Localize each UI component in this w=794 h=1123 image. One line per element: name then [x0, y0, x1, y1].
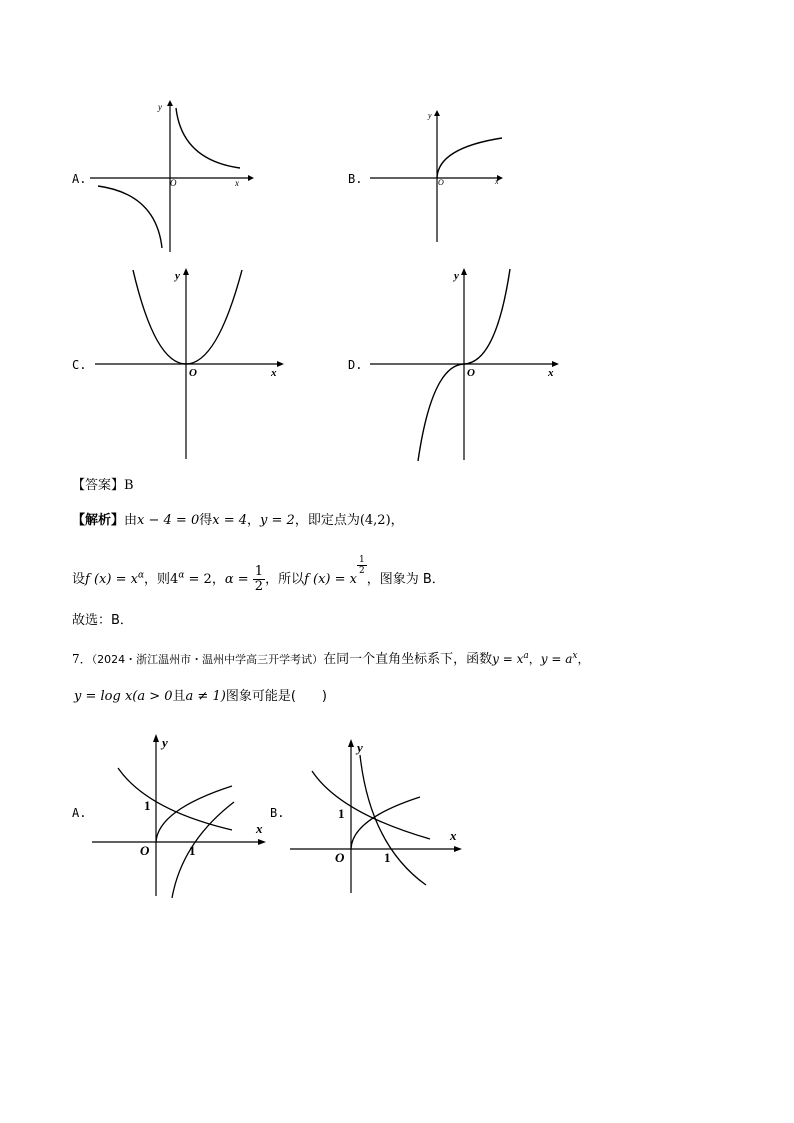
exponent-fraction [357, 555, 367, 576]
analysis-prefix: 【解析】 [72, 513, 125, 528]
text: ， [211, 572, 225, 587]
parabola-curve [133, 270, 242, 364]
hyperbola-branch-upper [176, 108, 240, 168]
text: ， [577, 652, 590, 666]
y-label: y [454, 270, 459, 282]
origin-label: O [438, 178, 444, 187]
origin-label: O [140, 843, 150, 858]
numerator: 1 [254, 564, 264, 579]
x-axis-arrow [258, 839, 266, 845]
y-one-label: 1 [144, 798, 151, 813]
question-number: 7． [72, 652, 92, 666]
analysis-line-2 [72, 555, 445, 595]
text: ，图象为 B． [366, 572, 445, 587]
x-label: x [235, 178, 239, 188]
x-label: x [450, 828, 457, 843]
fraction [253, 565, 265, 594]
function-3: y = log x(a > 0 [74, 689, 173, 704]
equation: x = 4 [212, 513, 248, 528]
text: ，所以 [265, 572, 305, 587]
exponential-decay-curve [118, 768, 232, 830]
answer-value: B [124, 478, 134, 493]
denominator: 2 [359, 566, 365, 576]
y-label: y [162, 735, 168, 750]
text: ，则 [144, 572, 171, 587]
q7-option-a-label: A. [72, 806, 87, 820]
text: 图象可能是( ) [225, 689, 327, 704]
y-label: y [175, 270, 180, 282]
answer-prefix: 【答案】 [72, 478, 125, 493]
power-curve-sqrt [437, 138, 502, 178]
question-source: （2024・浙江温州市・温州中学高三开学考试） [91, 653, 324, 666]
denominator: 2 [254, 579, 264, 594]
q7-graph-option-a [92, 730, 272, 900]
graph-option-b [370, 110, 510, 245]
graph-option-d [370, 265, 565, 465]
option-b-label: B. [348, 172, 363, 186]
origin-label: O [189, 367, 197, 379]
analysis-line-1 [72, 512, 404, 530]
exponent: α [178, 570, 185, 581]
equation: f (x) = x [85, 572, 138, 587]
text: ，即定点为 [294, 513, 360, 528]
x-one-label: 1 [384, 850, 391, 865]
origin-label: O [335, 850, 345, 865]
x-label: x [271, 367, 277, 379]
option-d-label: D. [348, 358, 363, 372]
text: 设 [72, 572, 86, 587]
option-c-label: C. [72, 358, 87, 372]
y-label: y [428, 111, 432, 120]
question-7-stem-2 [74, 688, 327, 706]
x-axis-arrow [454, 846, 462, 852]
equation: f (x) = x [304, 572, 357, 587]
number: 4 [170, 572, 179, 587]
graph-option-a [90, 100, 260, 255]
analysis-line-3: 故选：B． [72, 613, 133, 628]
x-axis-arrow [277, 361, 284, 367]
equation: y = 2 [260, 513, 295, 528]
graph-option-c [95, 265, 290, 460]
option-a-label: A. [72, 172, 87, 186]
y-axis-arrow [348, 739, 354, 747]
answer-line [72, 477, 134, 495]
x-one-label: 1 [189, 843, 196, 858]
y-axis-arrow [183, 268, 189, 275]
question-7-stem-1 [72, 647, 590, 669]
text: ， [390, 513, 404, 528]
exponential-decay-curve [312, 771, 430, 839]
y-axis-arrow [167, 100, 173, 106]
log-curve [172, 802, 234, 898]
equation: = 2 [184, 572, 212, 587]
exponent: x [572, 651, 578, 661]
y-one-label: 1 [338, 806, 345, 821]
q7-graph-option-b [290, 735, 470, 895]
y-label: y [158, 102, 162, 112]
x-label: x [495, 177, 499, 186]
exponent: a [523, 651, 529, 661]
origin-label: O [170, 178, 177, 188]
text: 在同一个直角坐标系下，函数 [323, 652, 493, 667]
exponent: α [137, 570, 145, 581]
origin-label: O [467, 367, 475, 379]
equation: x − 4 = 0 [137, 513, 200, 528]
y-axis-arrow [153, 734, 159, 742]
text: 由 [124, 513, 138, 528]
point: (4,2) [359, 513, 391, 528]
text: 得 [199, 513, 213, 528]
x-label: x [548, 367, 554, 379]
y-label: y [357, 740, 363, 755]
condition: a ≠ 1) [185, 689, 226, 704]
equation: α = [224, 572, 253, 587]
x-label: x [256, 821, 263, 836]
function-2: y = a [540, 652, 573, 666]
text: ， [247, 513, 261, 528]
text: ， [528, 652, 541, 666]
y-axis-arrow [461, 268, 467, 275]
x-axis-arrow [248, 175, 254, 181]
q7-option-b-label: B. [270, 806, 285, 820]
hyperbola-branch-lower [98, 186, 162, 248]
y-axis-arrow [434, 110, 440, 116]
numerator: 1 [359, 555, 365, 565]
text: 且 [172, 689, 186, 704]
function-1: y = x [492, 652, 524, 666]
